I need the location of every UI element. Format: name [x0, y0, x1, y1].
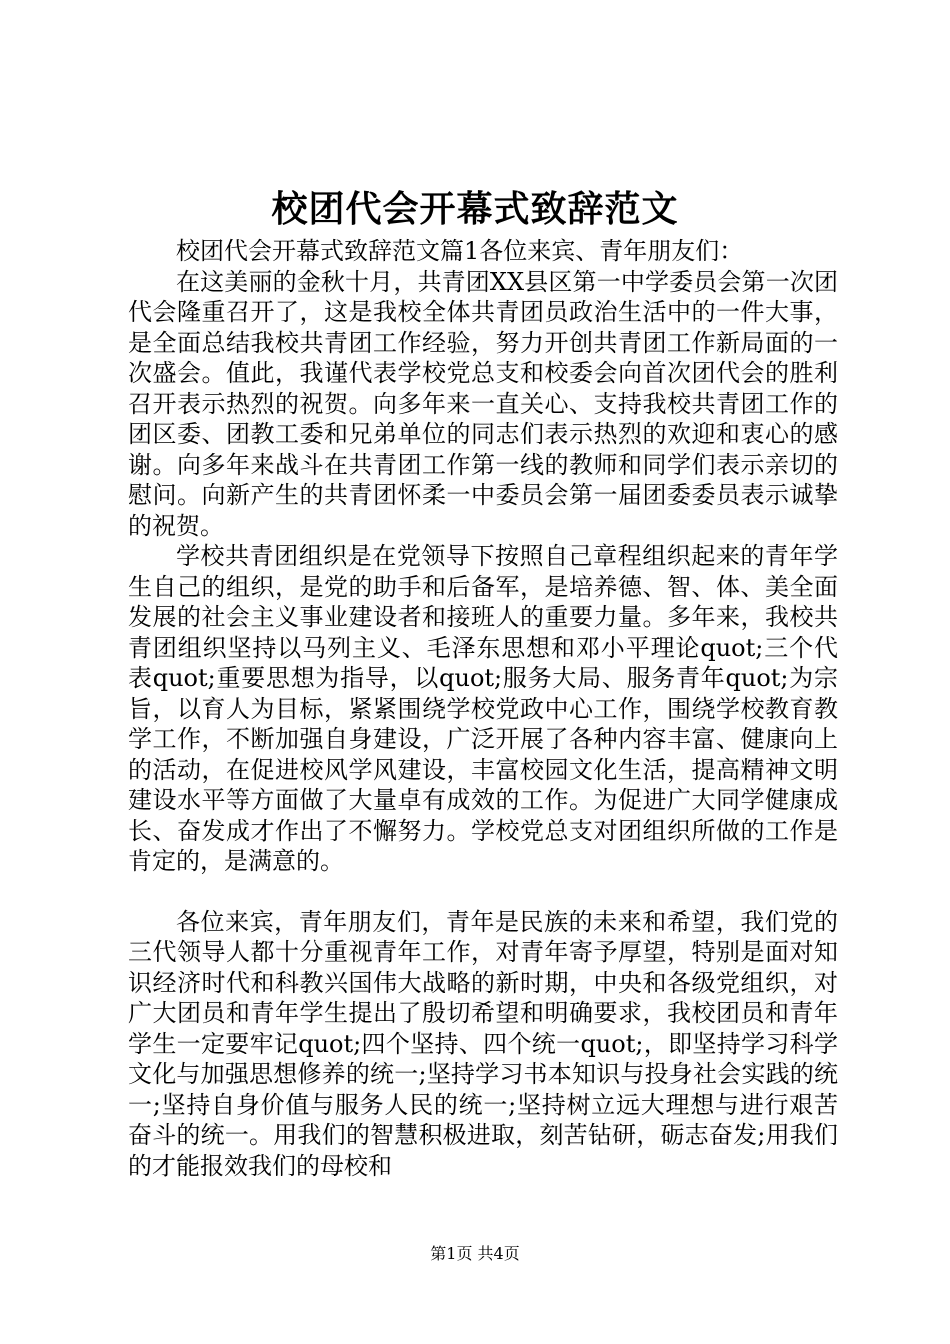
paragraph-league-work: 学校共青团组织是在党领导下按照自己章程组织起来的青年学生自己的组织，是党的助手和后备军，是培养德、智、体、美全面发展的社会主义事业建设者和接班人的重要力量。多年来，我校共青团组织坚持以马列主义、毛泽东思想和邓小平理论quot;三个代表quot;重要思想为指导，以quot;服务大局、服务青年quot;为宗旨，以育人为目标，紧紧围绕学校党政中心工作，围绕学校教育教学工作，不断加强自身建设，广泛开展了各种内容丰富、健康向上的活动，在促进校风学风建设，丰富校园文化生活，提高精神文明建设水平等方面做了大量卓有成效的工作。为促进广大同学健康成长、奋发成才作出了不懈努力。学校党总支对团组织所做的工作是肯定的，是满意的。	[128, 542, 838, 875]
document-title: 校团代会开幕式致辞范文	[271, 188, 679, 230]
paragraph-opening: 在这美丽的金秋十月，共青团XX县区第一中学委员会第一次团代会隆重召开了，这是我校全体共青团员政治生活中的一件大事，是全面总结我校共青团工作经验，努力开创共青团工作新局面的一次盛会。值此，我谨代表学校党总支和校委会向首次团代会的胜利召开表示热烈的祝贺。向多年来一直关心、支持我校共青团工作的团区委、团教工委和兄弟单位的同志们表示热烈的欢迎和衷心的感谢。向多年来战斗在共青团工作第一线的教师和同学们表示亲切的慰问。向新产生的共青团怀柔一中委员会第一届团委委员表示诚挚的祝贺。	[128, 267, 838, 540]
paragraph-gap	[128, 877, 838, 907]
document-body	[128, 236, 838, 1181]
paragraph-salutation: 校团代会开幕式致辞范文篇1各位来宾、青年朋友们：	[176, 237, 744, 265]
paragraph-youth-hope: 各位来宾，青年朋友们，青年是民族的未来和希望，我们党的三代领导人都十分重视青年工作，对青年寄予厚望，特别是面对知识经济时代和科教兴国伟大战略的新时期，中央和各级党组织，对广大团员和青年学生提出了殷切希望和明确要求，我校团员和青年学生一定要牢记quot;四个坚持、四个统一quot;，即坚持学习科学文化与加强思想修养的统一;坚持学习书本知识与投身社会实践的统一;坚持自身价值与服务人民的统一;坚持树立远大理想与进行艰苦奋斗的统一。用我们的智慧积极进取，刻苦钻研，砺志奋发;用我们的才能报效我们的母校和	[128, 907, 838, 1180]
page-number: 第1页 共4页	[430, 1244, 520, 1263]
